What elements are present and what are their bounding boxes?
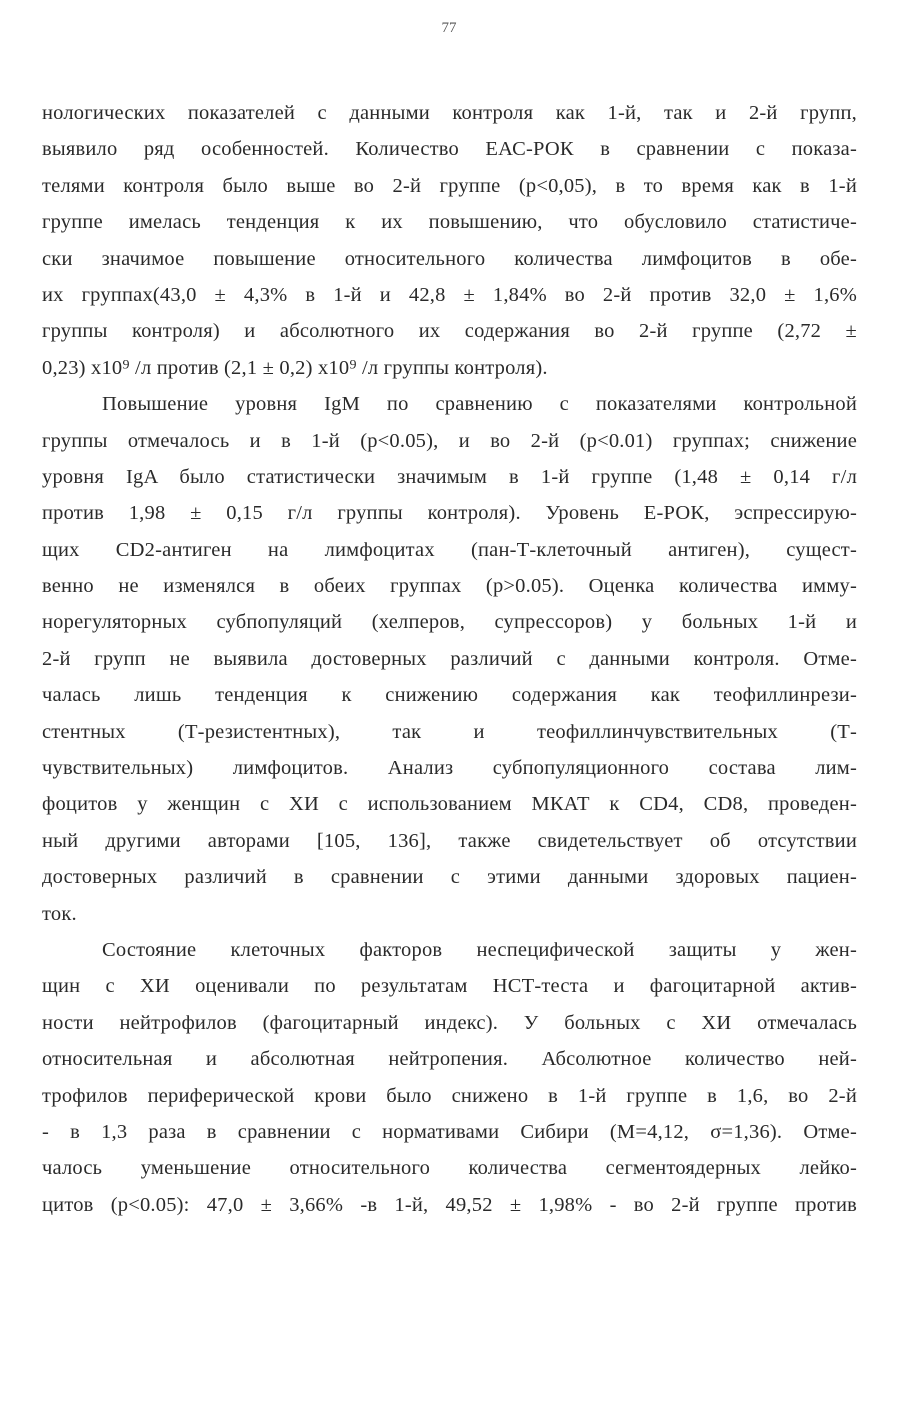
- page-number: 77: [441, 20, 457, 36]
- text-line: против 1,98 ± 0,15 г/л группы контроля). Уровень Е-РОК, эспрессирую-: [42, 502, 857, 525]
- text-line: венно не изменялся в обеих группах (p>0.05). Оценка количества имму-: [42, 575, 857, 598]
- paragraph-2: [42, 386, 857, 932]
- text-line: 0,23) х10⁹ /л против (2,1 ± 0,2) х10⁹ /л группы контроля).: [42, 356, 548, 379]
- text-line: чувствительных) лимфоцитов. Анализ субпопуляционного состава лим-: [42, 757, 857, 780]
- text-line: ности нейтрофилов (фагоцитарный индекс). У больных с ХИ отмечалась: [42, 1011, 857, 1034]
- body-text: [42, 95, 857, 1223]
- text-line: телями контроля было выше во 2-й группе (р<0,05), в то время как в 1-й: [42, 174, 857, 197]
- text-line: относительная и абсолютная нейтропения. Абсолютное количество ней-: [42, 1048, 857, 1071]
- text-line: выявило ряд особенностей. Количество ЕАС-РОК в сравнении с показа-: [42, 138, 857, 161]
- text-line: чалась лишь тенденция к снижению содержания как теофиллинрези-: [42, 684, 857, 707]
- text-line: Повышение уровня IgM по сравнению с показателями контрольной: [102, 393, 857, 416]
- text-line: чалось уменьшение относительного количества сегментоядерных лейко-: [42, 1157, 857, 1180]
- text-line: ный другими авторами [105, 136], также свидетельствует об отсутствии: [42, 829, 857, 852]
- text-line: группы отмечалось и в 1-й (р<0.05), и во 2-й (р<0.01) группах; снижение: [42, 429, 857, 452]
- text-line: стентных (Т-резистентных), так и теофиллинчувствительных (Т-: [42, 720, 857, 743]
- text-line: норегуляторных субпопуляций (хелперов, супрессоров) у больных 1-й и: [42, 611, 857, 634]
- text-line: фоцитов у женщин с ХИ с использованием МКАТ к CD4, CD8, проведен-: [42, 793, 857, 816]
- paragraph-1: [42, 95, 857, 386]
- text-line: нологических показателей с данными контроля как 1-й, так и 2-й групп,: [42, 102, 857, 124]
- text-line: щин с ХИ оценивали по результатам НСТ-теста и фагоцитарной актив-: [42, 975, 857, 998]
- text-line: щих CD2-антиген на лимфоцитах (пан-Т-клеточный антиген), сущест-: [42, 538, 857, 561]
- text-line: группе имелась тенденция к их повышению, что обусловило статистиче-: [42, 211, 857, 234]
- text-line: Состояние клеточных факторов неспецифической защиты у жен-: [102, 938, 857, 961]
- text-line: - в 1,3 раза в сравнении с нормативами Сибири (М=4,12, σ=1,36). Отме-: [42, 1120, 857, 1143]
- text-line: цитов (р<0.05): 47,0 ± 3,66% -в 1-й, 49,52 ± 1,98% - во 2-й группе против: [42, 1193, 857, 1216]
- text-line: достоверных различий в сравнении с этими данными здоровых пациен-: [42, 866, 857, 889]
- text-line: ток.: [42, 902, 77, 925]
- text-line: трофилов периферической крови было снижено в 1-й группе в 1,6, во 2-й: [42, 1084, 857, 1107]
- text-line: уровня IgA было статистически значимым в 1-й группе (1,48 ± 0,14 г/л: [42, 465, 857, 488]
- text-line: ски значимое повышение относительного количества лимфоцитов в обе-: [42, 247, 857, 270]
- text-line: 2-й групп не выявила достоверных различий с данными контроля. Отме-: [42, 647, 857, 670]
- text-line: их группах(43,0 ± 4,3% в 1-й и 42,8 ± 1,84% во 2-й против 32,0 ± 1,6%: [42, 283, 857, 306]
- paragraph-3: [42, 932, 857, 1223]
- text-line: группы контроля) и абсолютного их содержания во 2-й группе (2,72 ±: [42, 320, 857, 343]
